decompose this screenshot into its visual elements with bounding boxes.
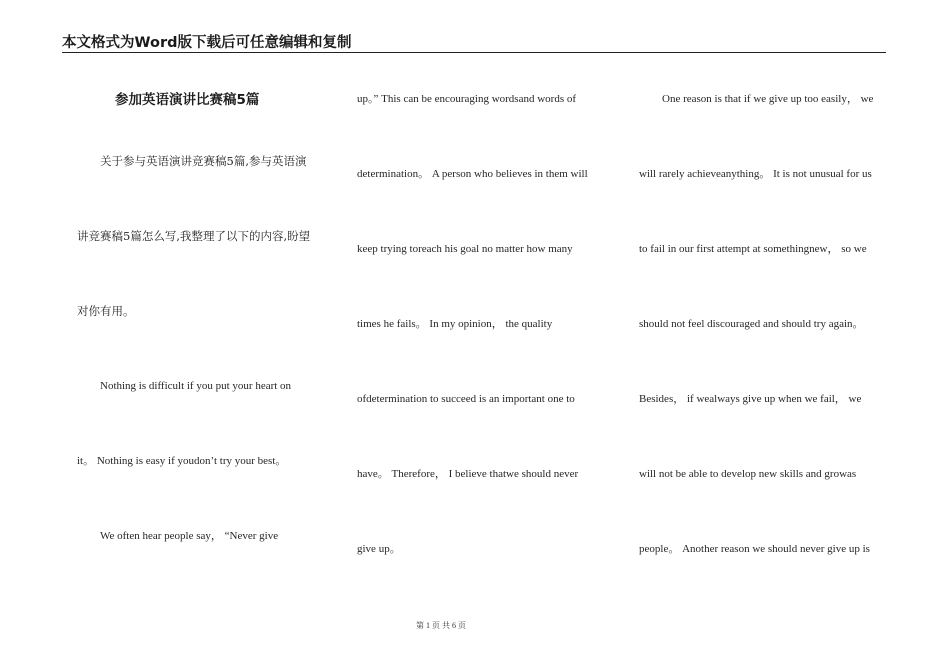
text-line: Nothing is difficult if you put your heart on <box>100 380 292 392</box>
text-line: have。 Therefore， I believe thatwe should never <box>357 468 579 480</box>
text-line: keep trying toreach his goal no matter how many <box>357 243 573 255</box>
document-header-note: 本文格式为Word版下载后可任意编辑和复制 <box>62 35 352 51</box>
text-line: people。 Another reason we should never give up is <box>639 543 870 555</box>
text-line: to fail in our first attempt at somethingnew， so we <box>639 243 867 255</box>
text-line: 讲竞赛稿5篇怎么写,我整理了以下的内容,盼望 <box>77 229 311 243</box>
text-line: should not feel discouraged and should try again。 <box>639 318 864 330</box>
text-line: ofdetermination to succeed is an important one to <box>357 393 575 405</box>
text-line: One reason is that if we give up too easily， we <box>662 93 874 105</box>
text-line: it。 Nothing is easy if youdon’t try your best。 <box>77 455 287 467</box>
text-column-3 <box>639 62 901 587</box>
text-line: We often hear people say， “Never give <box>100 530 279 542</box>
text-line: 对你有用。 <box>77 304 135 318</box>
text-line: give up。 <box>357 543 401 555</box>
header-divider <box>62 52 886 53</box>
page-footer-number: 第 1 页 共 6 页 <box>416 621 466 630</box>
text-line: will not be able to develop new skills and growas <box>639 468 857 480</box>
text-line: will rarely achieveanything。 It is not unusual for us <box>639 168 872 180</box>
text-column-2 <box>357 62 619 587</box>
document-title: 参加英语演讲比赛稿5篇 <box>115 92 260 108</box>
text-line: up。” This can be encouraging wordsand words of <box>357 93 577 105</box>
text-line: times he fails。 In my opinion， the quality <box>357 318 553 330</box>
text-line: 关于参与英语演讲竞赛稿5篇,参与英语演 <box>100 154 307 168</box>
text-line: determination。 A person who believes in them will <box>357 168 588 180</box>
text-column-1 <box>77 124 339 574</box>
text-line: Besides， if wealways give up when we fail， we <box>639 393 862 405</box>
